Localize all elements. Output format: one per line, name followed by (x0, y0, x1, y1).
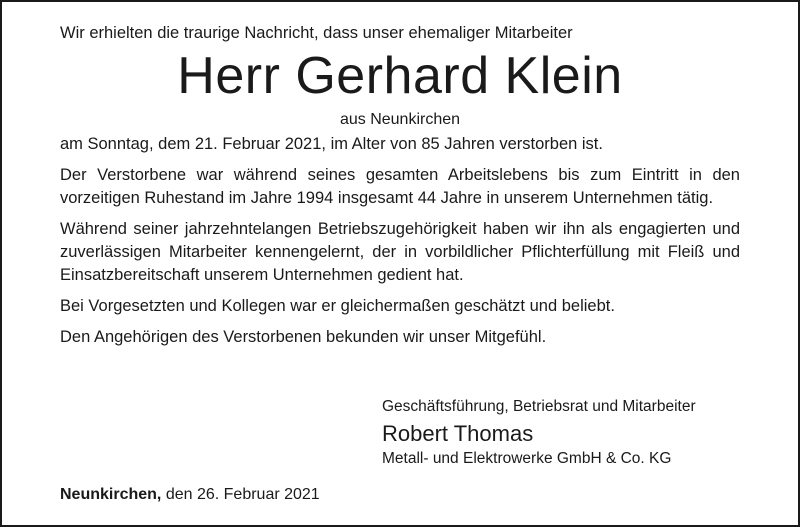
date-line: am Sonntag, dem 21. Februar 2021, im Alter von 85 Jahren verstorben ist. (60, 135, 603, 153)
intro-text: Wir erhielten die traurige Nachricht, dass unser ehemaliger Mitarbeiter (60, 24, 573, 42)
paragraph-career: Der Verstorbene war während seines gesamten Arbeitslebens bis zum Eintritt in den vorzeitigen Ruhestand im Jahre 1994 insgesamt 44 Jahre in unserem Unternehmen tätig. (60, 166, 740, 207)
signature-block (382, 396, 742, 470)
obituary-body (60, 20, 740, 349)
place-date (60, 484, 320, 506)
signature-person: Robert Thomas (382, 421, 534, 446)
place-city: Neunkirchen, (60, 486, 162, 503)
signature-group: Geschäftsführung, Betriebsrat und Mitarbeiter (382, 398, 696, 415)
deceased-name: Herr Gerhard Klein (177, 47, 623, 105)
paragraph-esteem: Bei Vorgesetzten und Kollegen war er gleichermaßen geschätzt und beliebt. (60, 297, 615, 315)
place-date-text: den 26. Februar 2021 (165, 486, 320, 503)
paragraph-condolence: Den Angehörigen des Verstorbenen bekunden wir unser Mitgefühl. (60, 328, 547, 346)
paragraph-service: Während seiner jahrzehntelangen Betriebszugehörigkeit haben wir ihn als engagierten und zuverlässigen Mitarbeiter kennengelernt, der in vorbildlicher Pflichterfüllung mit Fleiß und Einsatzbereitschaft unserem Unternehmen gedient hat. (60, 220, 740, 284)
signature-company: Metall- und Elektrowerke GmbH & Co. KG (382, 450, 672, 467)
origin-text: aus Neunkirchen (339, 111, 461, 128)
